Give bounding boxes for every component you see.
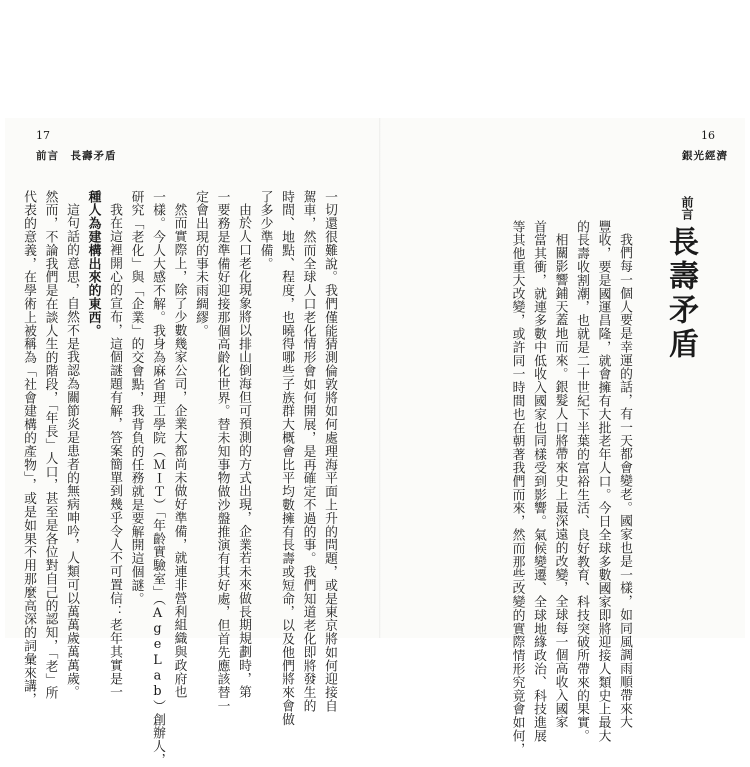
text-line: 一要務是準備好迎接那個高齡化世界。替未知事物做沙盤推演有其好處，但首先應該替一 <box>214 190 230 713</box>
left-page-number: 17 <box>36 129 50 142</box>
text-line: 豐收，要是國運昌隆，就會擁有大批老年人口。今日全球多數國家即將迎接人類史上最大 <box>595 220 611 743</box>
text-line: 我們每一個人要是幸運的話，有一天都會變老。國家也是一樣，如同風調雨順帶來大 <box>617 232 632 729</box>
text-line: 駕車，然而全球人口老化情形會如何開展，是再確定不過的事。我們知道老化即將發生的 <box>300 190 316 713</box>
text-line: 代表的意義，在學術上被稱為「社會建構的產物」，或是如果不用那麼高深的詞彙來講， <box>21 190 36 707</box>
text-line: 種人為建構出來的東西。 <box>85 190 101 338</box>
right-running-head: 銀光經濟 <box>682 150 728 162</box>
text-line: 由於人口老化現象將以排山倒海但可預測的方式出現，企業若未來做長期規劃時，第 <box>236 202 251 699</box>
left-page-body <box>18 190 341 767</box>
text-line: 研究「老化」與「企業」的交會點，我背負的任務就是要解開這個謎。 <box>128 190 144 606</box>
text-line: 這句話的意思，自然不是我認為關節炎是患者的無病呻吟，人類可以萬萬歲萬萬歲。 <box>64 202 79 699</box>
text-line: 然而實際上，除了少數幾家公司，企業大都尚未做好準備，就連非營利組織與政府也 <box>171 202 187 699</box>
chapter-title: 長壽矛盾 <box>663 226 698 362</box>
text-line: 了多少準備。 <box>257 190 273 271</box>
text-line: 等其他重大改變，或許同一時間也在朝著我們而來，然而那些改變的實際情形究竟會如何， <box>509 220 525 756</box>
right-page-number: 16 <box>701 129 715 142</box>
right-page-body <box>506 220 635 756</box>
text-line: 首當其衝，就連多數中低收入國家也同樣受到影響。氣候變遷、全球地緣政治、科技進展 <box>531 220 546 743</box>
text-line: 然而，不論我們是在談人生的階段，「年長」人口，甚至是各位對自己的認知，「老」所 <box>42 190 58 700</box>
left-running-head: 前言 長壽矛盾 <box>36 150 117 162</box>
text-line: 一樣。今人大感不解。我身為麻省理工學院（ＭＩＴ）「年齡實驗室」（AgeLab）創辦人， <box>150 190 165 767</box>
text-line: 的長壽收割潮，也就是二十世紀下半葉的富裕生活、良好教育、科技突破所帶來的果實。 <box>574 220 589 743</box>
text-line: 一切還很難說。我們僅能猜測倫敦將如何處理海平面上升的問題，或是東京將如何迎接自 <box>322 190 337 713</box>
text-line: 我在這裡開心的宣布，這個謎題有解，答案簡單到幾乎令人不可置信：老年其實是一 <box>107 202 122 699</box>
chapter-label: 前言 <box>680 196 694 220</box>
text-line: 相關影響鋪天蓋地而來。銀髮人口將帶來史上最深遠的改變，全球每一個高收入國家 <box>552 232 568 729</box>
book-spread <box>5 118 745 767</box>
text-line: 時間、地點、程度，也曉得哪些子族群大概會比平均數擁有長壽或短命，以及他們將來會做 <box>279 190 294 726</box>
text-line: 定會出現的事未雨綢繆。 <box>193 190 208 338</box>
page-gutter <box>379 118 381 638</box>
